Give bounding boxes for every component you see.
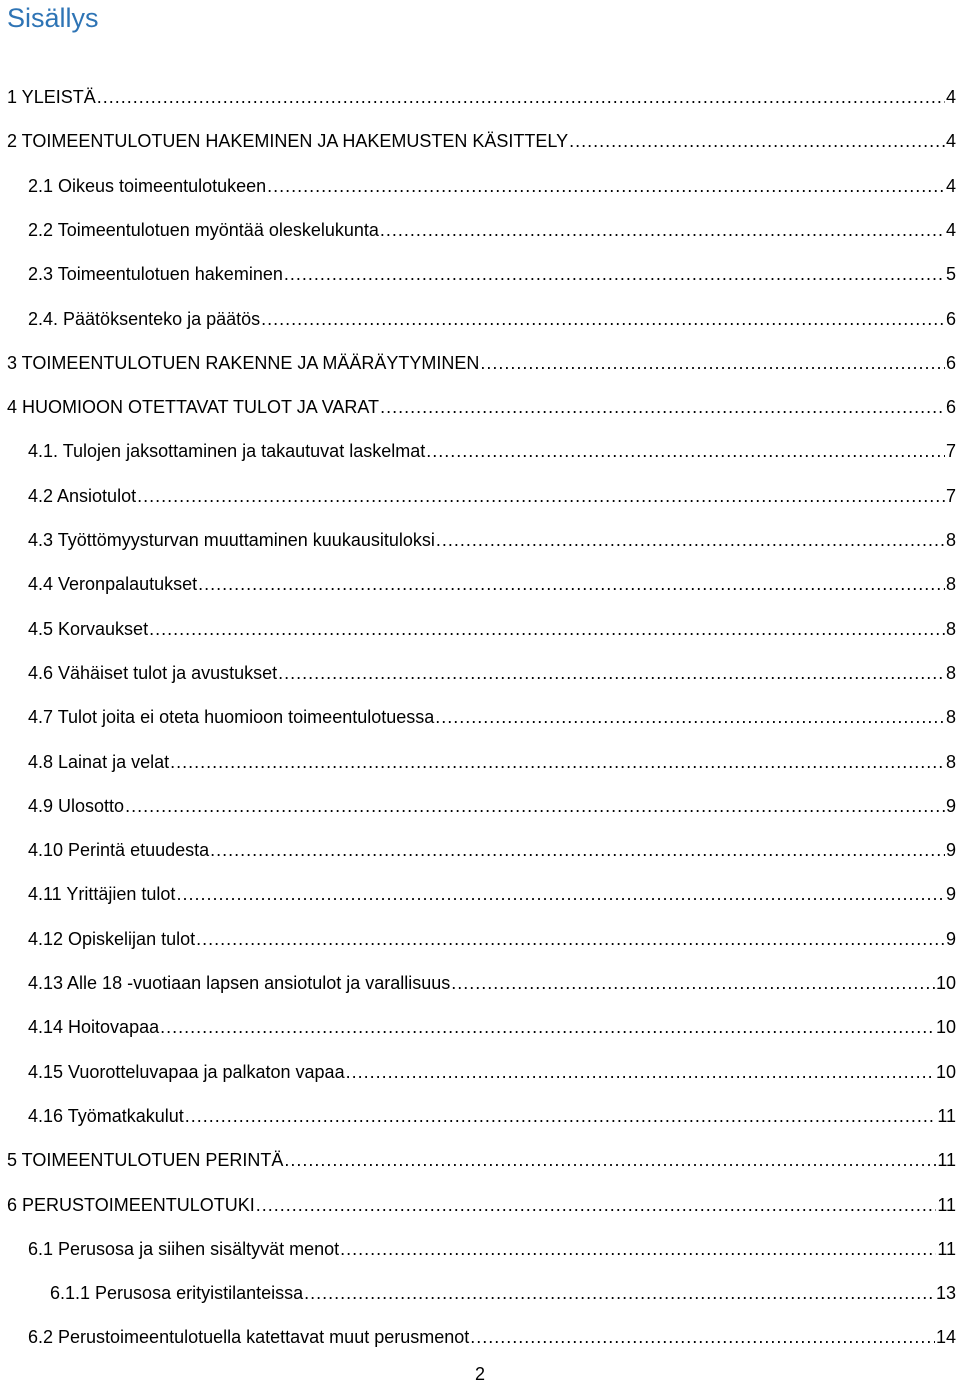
toc-entry-title: 4.10 Perintä etuudesta xyxy=(28,840,210,861)
toc-entry-page: 11 xyxy=(937,1238,956,1259)
toc-entry-page: 5 xyxy=(945,264,956,285)
toc-entry-line xyxy=(28,528,956,552)
toc-entry-title: 6.1.1 Perusosa erityistilanteissa xyxy=(50,1283,304,1304)
toc-entry-page: 13 xyxy=(935,1283,956,1304)
toc-dot-leader xyxy=(267,174,945,198)
toc-entry[interactable] xyxy=(0,960,960,1004)
toc-entry-title: 6.1 Perusosa ja siihen sisältyvät menot xyxy=(28,1238,340,1259)
toc-entry-page: 11 xyxy=(937,1105,956,1126)
toc-dot-leader xyxy=(149,617,945,641)
toc-dot-leader xyxy=(196,927,945,951)
toc-dot-leader xyxy=(125,794,945,818)
toc-entry-page: 11 xyxy=(937,1194,956,1215)
toc-dot-leader xyxy=(380,218,945,242)
toc-dot-leader xyxy=(176,882,945,906)
toc-entry-title: 4.9 Ulosotto xyxy=(28,795,125,816)
toc-entry-title: 4.15 Vuorotteluvapaa ja palkaton vapaa xyxy=(28,1061,345,1082)
toc-entry-page: 6 xyxy=(945,352,956,373)
toc-entry[interactable] xyxy=(0,1004,960,1048)
toc-entry-title: 2.1 Oikeus toimeentulotukeen xyxy=(28,175,267,196)
toc-dot-leader xyxy=(185,1104,937,1128)
toc-entry-title: 3 TOIMEENTULOTUEN RAKENNE JA MÄÄRÄYTYMINEN xyxy=(7,352,480,373)
toc-entry-page: 8 xyxy=(945,751,956,772)
toc-entry-title: 2.2 Toimeentulotuen myöntää oleskelukunta xyxy=(28,219,379,240)
toc-entry-line xyxy=(28,661,956,685)
toc-dot-leader xyxy=(210,838,945,862)
toc-dot-leader xyxy=(170,750,945,774)
toc-entry-line xyxy=(7,85,956,109)
toc-entry-line xyxy=(7,1148,956,1172)
toc-entry[interactable] xyxy=(0,296,960,340)
toc-entry-page: 4 xyxy=(945,175,956,196)
toc-entry-title: 4.14 Hoitovapaa xyxy=(28,1017,160,1038)
toc-entry[interactable] xyxy=(0,118,960,162)
toc-entry[interactable] xyxy=(0,916,960,960)
toc-entry-title: 4.3 Työttömyysturvan muuttaminen kuukausituloksi xyxy=(28,530,435,550)
toc-entry[interactable] xyxy=(0,517,960,561)
toc-entry[interactable] xyxy=(0,428,960,472)
toc-entry-line xyxy=(28,1237,956,1261)
toc-dot-leader xyxy=(569,129,945,153)
toc-entry-line xyxy=(7,395,956,419)
toc-entry-line xyxy=(28,1104,956,1128)
toc-entry-page: 9 xyxy=(945,795,956,816)
toc-entry[interactable] xyxy=(0,827,960,871)
toc-entry-page: 14 xyxy=(935,1327,956,1348)
toc-entry-line xyxy=(28,927,956,951)
toc-entry-page: 6 xyxy=(945,397,956,418)
toc-entry-title: 2.4. Päätöksenteko ja päätös xyxy=(28,308,261,329)
toc-entry-title: 4 HUOMIOON OTETTAVAT TULOT JA VARAT xyxy=(7,397,380,418)
toc-entry[interactable] xyxy=(0,207,960,251)
toc-entry-page: 10 xyxy=(935,1017,956,1038)
toc-entry[interactable] xyxy=(0,1226,960,1270)
toc-entry-page: 7 xyxy=(945,441,956,462)
toc-entry-title: 4.5 Korvaukset xyxy=(28,618,149,639)
toc-entry-line xyxy=(7,1193,956,1217)
toc-entry-page: 9 xyxy=(945,928,956,949)
toc-entry-page: 6 xyxy=(945,308,956,329)
toc-entry[interactable] xyxy=(0,340,960,384)
toc-dot-leader xyxy=(278,661,945,685)
toc-entry-title: 6 PERUSTOIMEENTULOTUKI xyxy=(7,1194,255,1215)
toc-entry[interactable] xyxy=(0,739,960,783)
toc-entry-page: 7 xyxy=(945,485,956,506)
toc-entry-line xyxy=(28,971,956,995)
toc-dot-leader xyxy=(470,1325,935,1349)
toc-entry-line xyxy=(7,351,956,375)
toc-entry-title: 4.8 Lainat ja velat xyxy=(28,751,170,772)
toc-dot-leader xyxy=(261,307,945,331)
toc-entry[interactable] xyxy=(0,1270,960,1314)
toc-dot-leader xyxy=(451,971,935,995)
toc-entry[interactable] xyxy=(0,384,960,428)
toc-entry-line xyxy=(28,484,956,508)
toc-entry-page: 8 xyxy=(945,574,956,595)
toc-entry-page: 9 xyxy=(945,884,956,905)
toc-entry-title: 2.3 Toimeentulotuen hakeminen xyxy=(28,264,283,285)
toc-entry-page: 4 xyxy=(945,87,956,107)
toc-dot-leader xyxy=(435,705,945,729)
toc-entry-title: 4.1. Tulojen jaksottaminen ja takautuvat laskelmat xyxy=(28,441,426,462)
toc-entry-line xyxy=(28,838,956,862)
toc-entry[interactable] xyxy=(0,650,960,694)
toc-dot-leader xyxy=(304,1281,935,1305)
toc-entry-page: 4 xyxy=(945,131,956,152)
toc-entry-title: 2 TOIMEENTULOTUEN HAKEMINEN JA HAKEMUSTEN KÄSITTELY xyxy=(7,131,569,152)
toc-entry-title: 5 TOIMEENTULOTUEN PERINTÄ xyxy=(7,1150,284,1171)
toc-entry-title: 4.4 Veronpalautukset xyxy=(28,574,198,595)
toc-dot-leader xyxy=(340,1237,936,1261)
toc-entry-line xyxy=(28,439,956,463)
toc-dot-leader xyxy=(284,1148,936,1172)
toc-dot-leader xyxy=(97,85,945,109)
toc-dot-leader xyxy=(256,1193,937,1217)
toc-entry-title: 4.7 Tulot joita ei oteta huomioon toimeentulotuessa xyxy=(28,707,435,728)
toc-entry-line xyxy=(28,1015,956,1039)
toc-entry-title: 4.11 Yrittäjien tulot xyxy=(28,884,176,905)
toc-entry-line xyxy=(28,617,956,641)
toc-entry-line xyxy=(28,572,956,596)
toc-entry-line xyxy=(28,750,956,774)
toc-entry-title: 1 YLEISTÄ xyxy=(7,87,96,107)
toc-entry[interactable] xyxy=(0,783,960,827)
toc-entry[interactable] xyxy=(0,1182,960,1226)
toc-entry-page: 9 xyxy=(945,840,956,861)
toc-entry-line xyxy=(28,705,956,729)
toc-entry-title: 4.6 Vähäiset tulot ja avustukset xyxy=(28,662,278,683)
toc-entry-page: 8 xyxy=(945,530,956,550)
toc-entry-page: 8 xyxy=(945,662,956,683)
toc-entry-line xyxy=(28,218,956,242)
toc-dot-leader xyxy=(137,484,945,508)
toc-entry-page: 8 xyxy=(945,707,956,728)
toc-entry-page: 10 xyxy=(935,1061,956,1082)
toc-entry-page: 4 xyxy=(945,219,956,240)
toc-entry[interactable] xyxy=(0,606,960,650)
toc-dot-leader xyxy=(426,439,945,463)
toc-entry-line xyxy=(28,794,956,818)
toc-entry-title: 4.2 Ansiotulot xyxy=(28,485,137,506)
toc-entry-line xyxy=(7,129,956,153)
page-number: 2 xyxy=(474,1364,485,1384)
toc-entry-title: 4.16 Työmatkakulut xyxy=(28,1105,184,1126)
toc-entry[interactable] xyxy=(0,163,960,207)
toc-entry-title: 4.13 Alle 18 -vuotiaan lapsen ansiotulot ja varallisuus xyxy=(28,973,451,993)
toc-entry-line xyxy=(28,307,956,331)
toc-dot-leader xyxy=(160,1015,935,1039)
toc-entry[interactable] xyxy=(0,473,960,517)
toc-entry[interactable] xyxy=(0,251,960,295)
toc-dot-leader xyxy=(198,572,945,596)
toc-entry[interactable] xyxy=(0,561,960,605)
toc-entry-line xyxy=(28,1325,956,1349)
toc-entry[interactable] xyxy=(0,1093,960,1137)
toc-dot-leader xyxy=(346,1060,935,1084)
toc-entry-line xyxy=(50,1281,956,1305)
toc-entry-title: 4.12 Opiskelijan tulot xyxy=(28,928,196,949)
toc-dot-leader xyxy=(480,351,945,375)
toc-dot-leader xyxy=(436,528,945,552)
toc-entry-line xyxy=(28,1060,956,1084)
toc-entry-line xyxy=(28,262,956,286)
toc-entry[interactable] xyxy=(0,1049,960,1093)
toc-entry[interactable] xyxy=(0,1314,960,1358)
toc-entry[interactable] xyxy=(0,74,960,118)
toc-entry[interactable] xyxy=(0,871,960,915)
toc-dot-leader xyxy=(380,395,945,419)
toc-entry[interactable] xyxy=(0,1137,960,1181)
toc-dot-leader xyxy=(284,262,945,286)
toc-entry-page: 8 xyxy=(945,618,956,639)
toc-entry-page: 10 xyxy=(935,973,956,993)
toc-entry[interactable] xyxy=(0,694,960,738)
toc-entry-title: 6.2 Perustoimeentulotuella katettavat muut perusmenot xyxy=(28,1327,470,1348)
toc-entry-line xyxy=(28,174,956,198)
toc-entry-line xyxy=(28,882,956,906)
toc-entry-page: 11 xyxy=(937,1150,956,1171)
page-title: Sisällys xyxy=(7,3,99,33)
